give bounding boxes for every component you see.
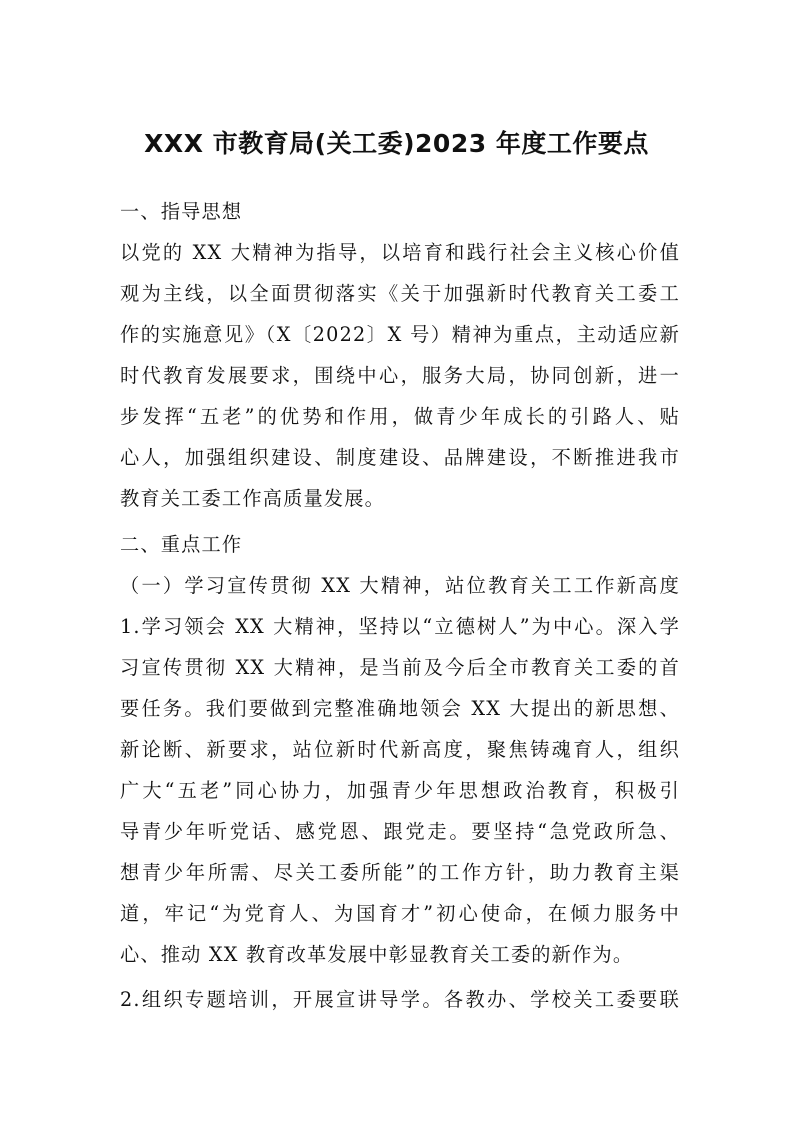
paragraph-line: 想青少年所需、尽关工委所能”的工作方针，助力教育主渠 bbox=[120, 861, 680, 884]
paragraph-line: 广大“五老”同心协力，加强青少年思想政治教育，积极引 bbox=[120, 779, 680, 802]
paragraph-line: 心、推动 XX 教育改革发展中彰显教育关工委的新作为。 bbox=[120, 943, 634, 966]
paragraph-line: 2.组织专题培训，开展宣讲导学。各教办、学校关工委要联 bbox=[120, 988, 680, 1011]
paragraph-line: 道，牢记“为党育人、为国育才”初心使命，在倾力服务中 bbox=[120, 902, 680, 925]
paragraph-line: 观为主线，以全面贯彻落实《关于加强新时代教育关工委工 bbox=[120, 282, 680, 305]
paragraph-line: 习宣传贯彻 XX 大精神，是当前及今后全市教育关工委的首 bbox=[120, 656, 680, 679]
paragraph-line: 新论断、新要求，站位新时代新高度，聚焦铸魂育人，组织 bbox=[120, 738, 680, 761]
subsection-heading: （一）学习宣传贯彻 XX 大精神，站位教育关工工作新高度 bbox=[120, 574, 680, 597]
paragraph-line: 教育关工委工作高质量发展。 bbox=[120, 487, 386, 510]
paragraph-line: 以党的 XX 大精神为指导，以培育和践行社会主义核心价值 bbox=[120, 241, 680, 264]
document-title: XXX 市教育局(关工委)2023 年度工作要点 bbox=[144, 129, 649, 158]
paragraph-line: 步发挥“五老”的优势和作用，做青少年成长的引路人、贴 bbox=[120, 405, 680, 428]
paragraph-line: 1.学习领会 XX 大精神，坚持以“立德树人”为中心。深入学 bbox=[120, 615, 680, 638]
paragraph-line: 时代教育发展要求，围绕中心，服务大局，协同创新，进一 bbox=[120, 364, 680, 387]
paragraph-line: 要任务。我们要做到完整准确地领会 XX 大提出的新思想、 bbox=[120, 697, 680, 720]
paragraph-line: 作的实施意见》（X〔2022〕X 号）精神为重点，主动适应新 bbox=[120, 323, 680, 346]
paragraph-line: 心人，加强组织建设、制度建设、品牌建设，不断推进我市 bbox=[120, 446, 680, 469]
paragraph-line: 导青少年听党话、感党恩、跟党走。要坚持“急党政所急、 bbox=[120, 820, 680, 843]
section-heading-guiding-ideology: 一、指导思想 bbox=[120, 200, 243, 223]
section-heading-key-work: 二、重点工作 bbox=[120, 533, 243, 556]
